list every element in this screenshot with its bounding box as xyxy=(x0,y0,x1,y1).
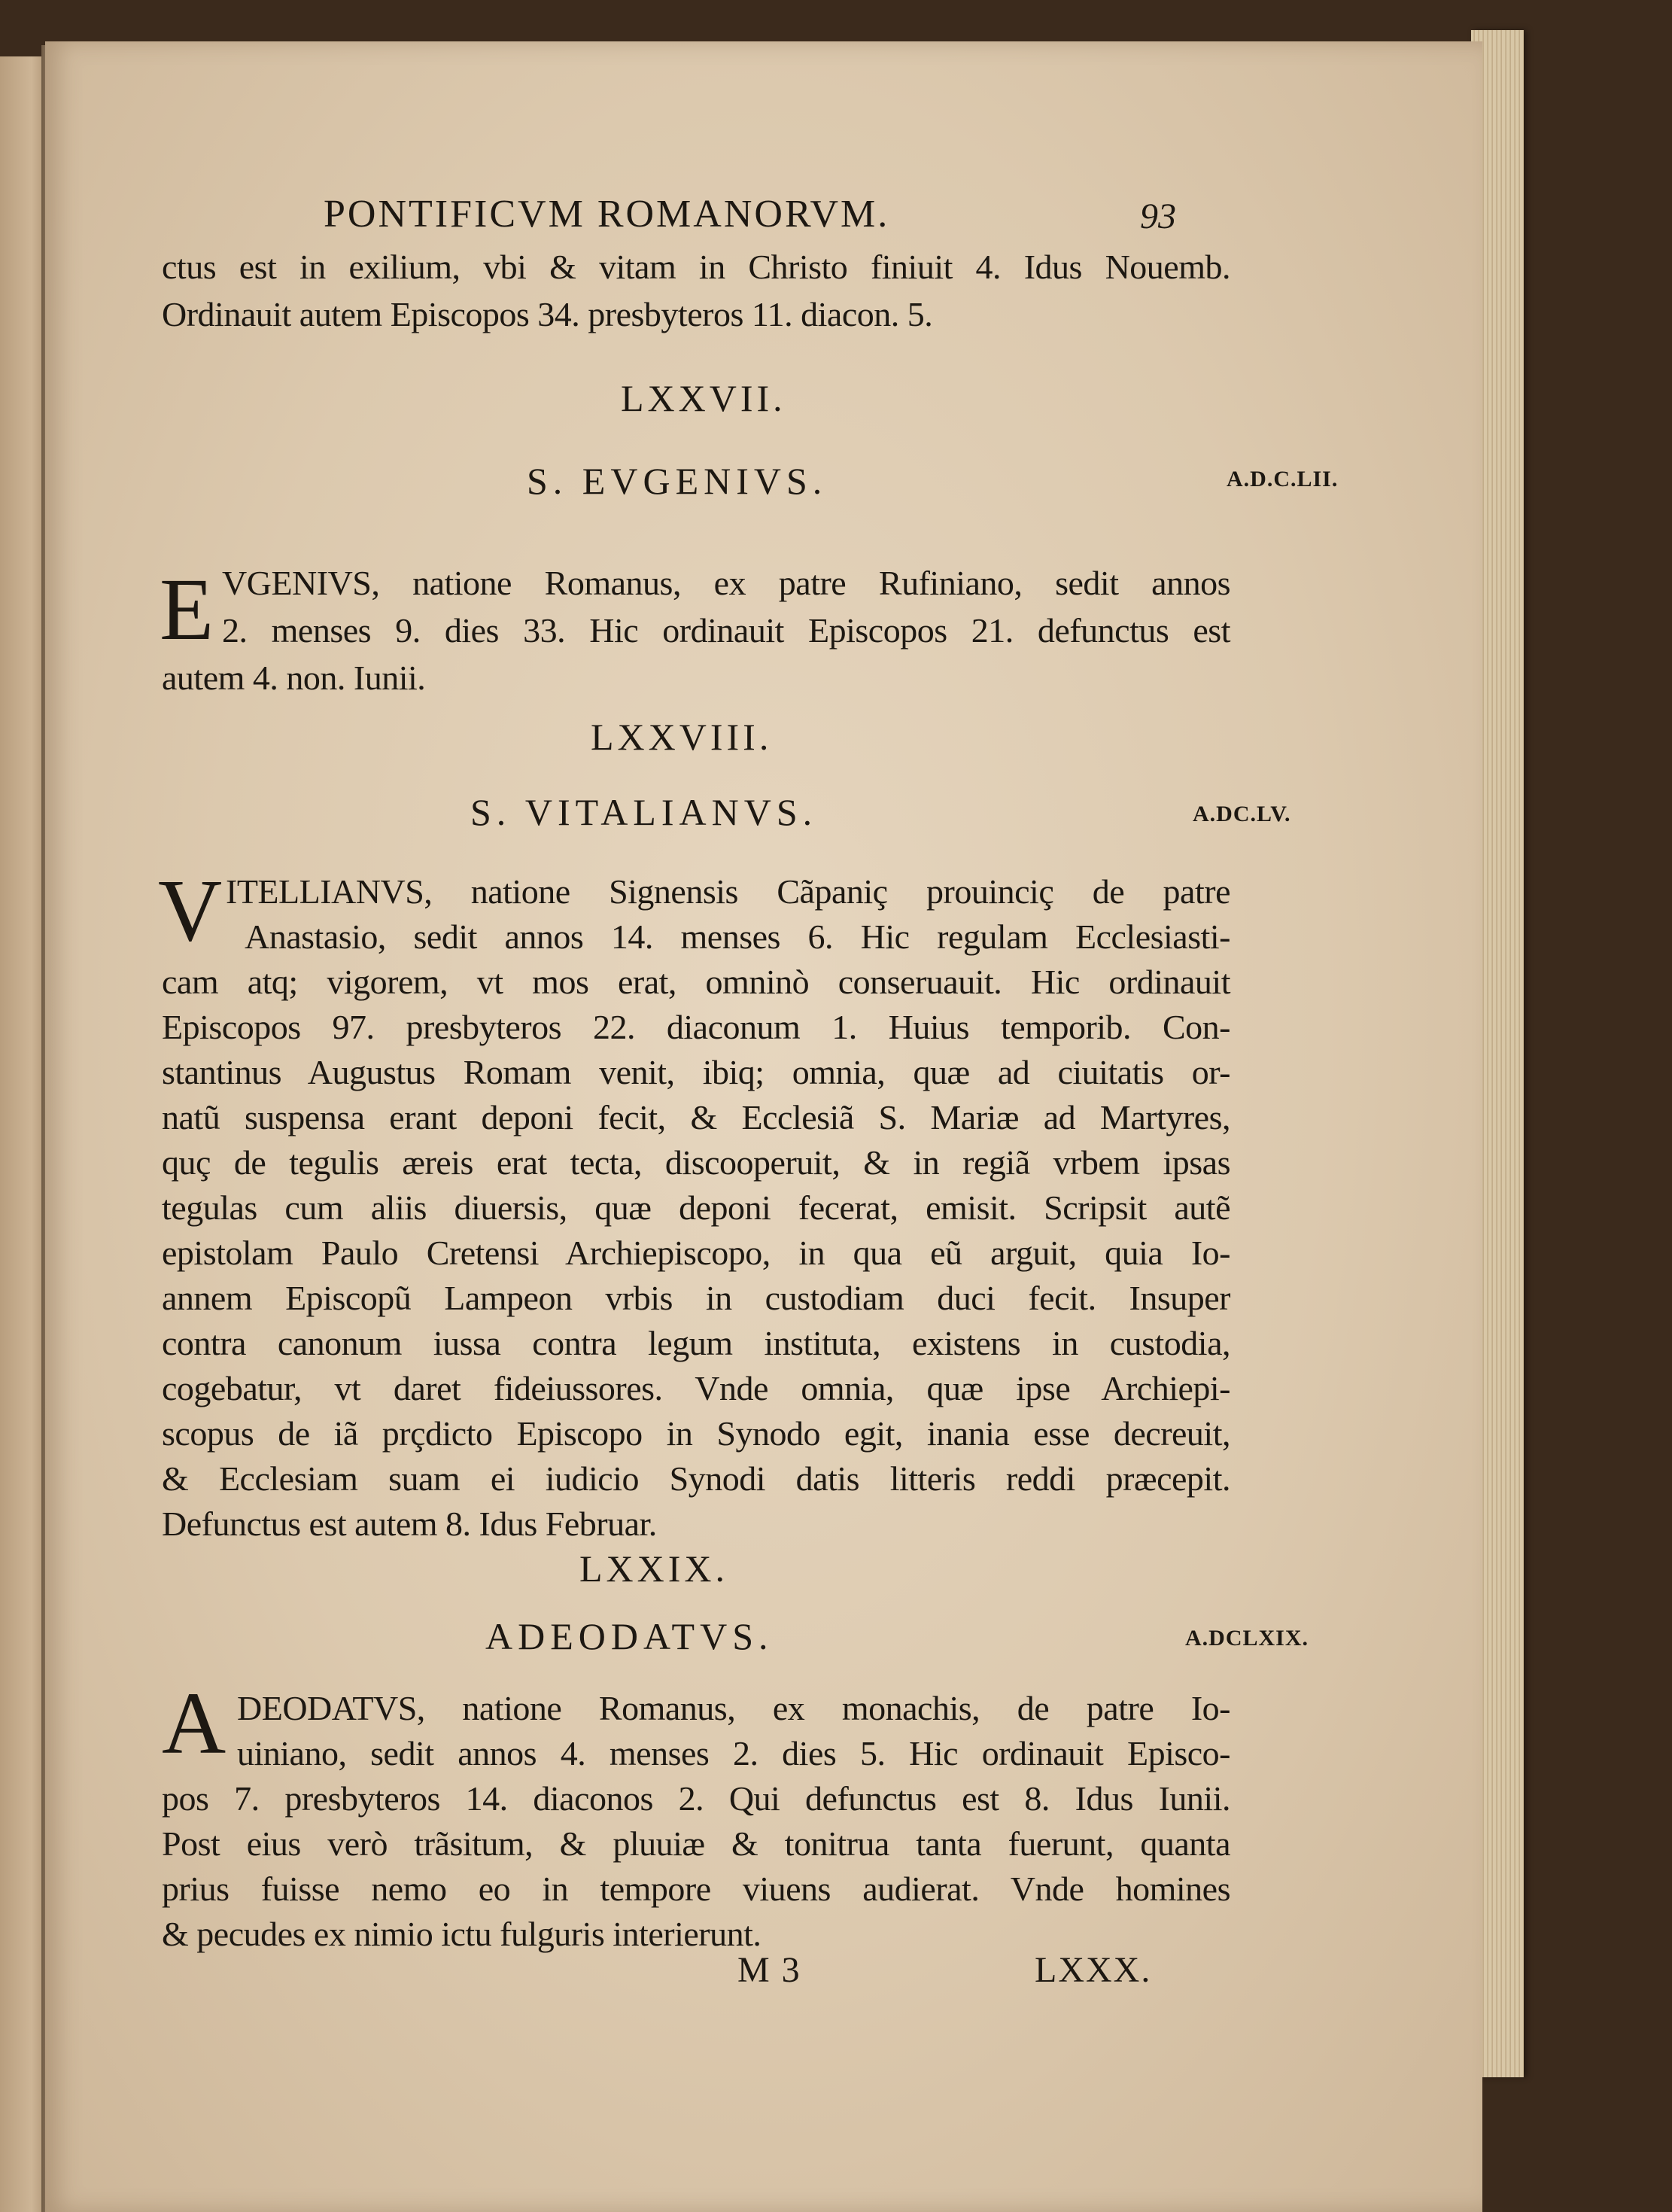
text-line: Post eius verò trãsitum, & pluuiæ & tonitrua tanta fuerunt, quanta xyxy=(162,1824,1230,1863)
section-heading: ADEODATVS. xyxy=(485,1615,774,1657)
section-numeral: LXXIX. xyxy=(579,1547,729,1590)
section-heading: S. VITALIANVS. xyxy=(470,791,818,833)
text-line: epistolam Paulo Cretensi Archiepiscopo, in qua eũ arguit, quia Io- xyxy=(162,1234,1230,1272)
text-line: & Ecclesiam suam ei iudicio Synodi datis litteris reddi præcepit. xyxy=(162,1459,1230,1498)
text-line: quç de tegulis æreis erat tecta, discooperuit, & in regiã vrbem ipsas xyxy=(162,1143,1230,1182)
text-line: Defunctus est autem 8. Idus Februar. xyxy=(162,1505,657,1543)
section-heading: S. EVGENIVS. xyxy=(527,460,828,502)
catchword: LXXX. xyxy=(1035,1950,1152,1990)
drop-capital: A xyxy=(162,1674,226,1772)
text-line: contra canonum iussa contra legum instituta, existens in custodia, xyxy=(162,1324,1230,1362)
text-line: natũ suspensa erant deponi fecit, & Ecclesiã S. Mariæ ad Martyres, xyxy=(162,1098,1230,1136)
text-line: VGENIVS, natione Romanus, ex patre Rufiniano, sedit annos xyxy=(222,564,1230,602)
text-line: Ordinauit autem Episcopos 34. presbyteros 11. diacon. 5. xyxy=(162,295,933,333)
drop-capital: V xyxy=(158,861,223,960)
marginal-year: A.DC.LV. xyxy=(1193,802,1291,826)
text-line: ITELLIANVS, natione Signensis Cãpaniç prouinciç de patre xyxy=(226,872,1230,911)
text-line: annem Episcopũ Lampeon vrbis in custodiam duci fecit. Insuper xyxy=(162,1279,1230,1317)
text-line: uiniano, sedit annos 4. menses 2. dies 5. Hic ordinauit Episco- xyxy=(237,1734,1230,1772)
text-line: prius fuisse nemo eo in tempore viuens audierat. Vnde homines xyxy=(162,1870,1230,1908)
text-line: tegulas cum aliis diuersis, quæ deponi fecerat, emisit. Scripsit autẽ xyxy=(162,1188,1230,1227)
text-line: 2. menses 9. dies 33. Hic ordinauit Episcopos 21. defunctus est xyxy=(222,611,1230,650)
text-line: autem 4. non. Iunii. xyxy=(162,659,426,697)
section-numeral: LXXVIII. xyxy=(591,716,773,758)
section-numeral: LXXVII. xyxy=(621,377,786,419)
text-line: cam atq; vigorem, vt mos erat, omninò conseruauit. Hic ordinauit xyxy=(162,963,1230,1001)
marginal-year: A.DCLXIX. xyxy=(1185,1626,1309,1651)
text-line: Episcopos 97. presbyteros 22. diaconum 1. Huius temporib. Con- xyxy=(162,1008,1230,1046)
text-line: Anastasio, sedit annos 14. menses 6. Hic regulam Ecclesiasti- xyxy=(245,917,1230,956)
text-line: stantinus Augustus Romam venit, ibiq; omnia, quæ ad ciuitatis or- xyxy=(162,1053,1230,1091)
signature-mark: M 3 xyxy=(737,1950,801,1990)
text-line: cogebatur, vt daret fideiussores. Vnde omnia, quæ ipse Archiepi- xyxy=(162,1369,1230,1407)
text-line: pos 7. presbyteros 14. diaconos 2. Qui defunctus est 8. Idus Iunii. xyxy=(162,1779,1230,1818)
running-header: PONTIFICVM ROMANORVM. xyxy=(324,193,890,236)
text-line: ctus est in exilium, vbi & vitam in Christo finiuit 4. Idus Nouemb. xyxy=(162,248,1230,286)
text-line: DEODATVS, natione Romanus, ex monachis, de patre Io- xyxy=(237,1689,1230,1727)
book-page xyxy=(45,41,1482,2212)
text-line: scopus de iã prçdicto Episcopo in Synodo egit, inania esse decreuit, xyxy=(162,1414,1230,1453)
page-number: 93 xyxy=(1140,196,1176,236)
marginal-year: A.D.C.LII. xyxy=(1227,467,1339,491)
drop-capital: E xyxy=(160,560,214,659)
text-line: & pecudes ex nimio ictu fulguris interierunt. xyxy=(162,1915,762,1953)
